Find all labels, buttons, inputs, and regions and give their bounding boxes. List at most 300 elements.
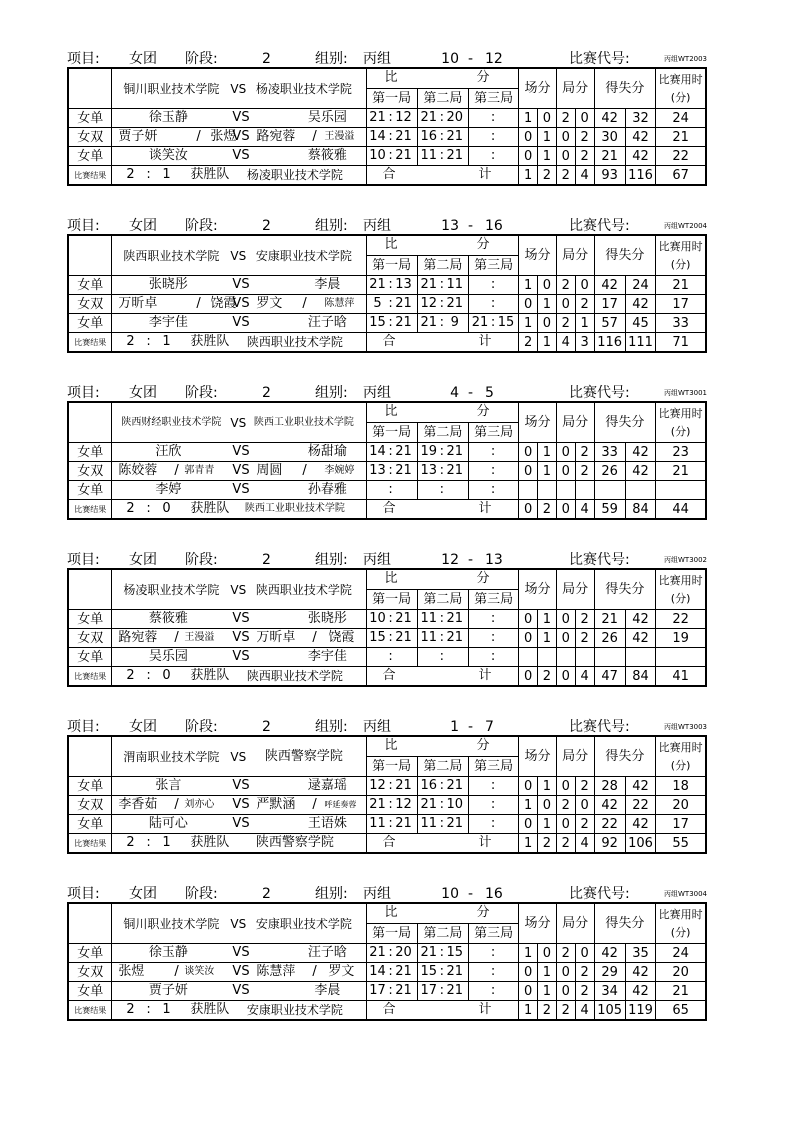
duration: 20 <box>656 963 706 982</box>
result-cell <box>112 500 366 520</box>
event-type: 女单 <box>68 610 112 629</box>
game-score <box>366 610 417 629</box>
player-name: 李香茹 <box>118 797 158 812</box>
match-pt-a: 0 <box>519 128 538 147</box>
total-a: 2 <box>126 668 135 683</box>
game-score <box>417 314 468 333</box>
player-pair <box>112 109 365 127</box>
ji-label: 计 <box>478 167 492 182</box>
game-row <box>68 109 706 128</box>
game-score <box>469 109 519 128</box>
bi-label: 比 <box>384 738 398 753</box>
seed-a: 12 <box>441 552 459 568</box>
total-match-pt-a: 1 <box>519 834 538 854</box>
score-b: 21 <box>446 444 464 459</box>
match-pt-a: 0 <box>519 462 538 481</box>
total-points-b: 106 <box>625 834 655 854</box>
total-games-b: 4 <box>575 667 594 687</box>
score-a: 15 <box>420 964 438 979</box>
seed-b: 13 <box>485 552 503 568</box>
points-b: 42 <box>625 982 655 1001</box>
partner-name: 郭青青 <box>184 465 215 476</box>
game-score <box>366 982 417 1001</box>
total-duration: 41 <box>656 667 706 687</box>
score-b: 21 <box>446 296 464 311</box>
dash: - <box>468 719 474 735</box>
slash: / <box>312 964 317 979</box>
game-row <box>68 147 706 166</box>
match-pt-b: 1 <box>538 982 557 1001</box>
points-a: 30 <box>594 128 625 147</box>
score-header <box>366 402 519 423</box>
he-label: 合 <box>382 668 396 683</box>
match-pt-b <box>538 648 557 667</box>
slash: / <box>312 129 317 144</box>
stage-label: 阶段: <box>185 385 218 401</box>
player-name: 李婷 <box>155 482 182 497</box>
total-label <box>366 834 519 854</box>
score-a: 11 <box>420 816 438 831</box>
match-pt-a <box>519 648 538 667</box>
game-score <box>469 610 519 629</box>
stage-value: 2 <box>262 51 271 67</box>
total-b: 1 <box>162 334 171 349</box>
match-pt-a: 1 <box>519 796 538 815</box>
player-pair <box>112 295 365 313</box>
total-match-pt-a: 0 <box>519 500 538 520</box>
event-type: 女单 <box>68 314 112 333</box>
match-pt-a: 0 <box>519 147 538 166</box>
game-score <box>417 796 468 815</box>
score-b: 9 <box>450 315 459 330</box>
match-pt-a: 1 <box>519 314 538 333</box>
winner-team: 陕西职业技术学院 <box>246 669 343 683</box>
player-name: 周圆 <box>256 463 283 478</box>
player-name: 谈笑汝 <box>148 148 188 163</box>
vs-label: VS <box>232 983 250 998</box>
game-row <box>68 295 706 314</box>
score-colon: : <box>490 797 496 812</box>
vs-label: VS <box>230 81 247 96</box>
score-b: 12 <box>395 797 412 812</box>
bi-label: 比 <box>384 905 398 920</box>
seed-a: 4 <box>450 385 459 401</box>
total-points-a: 92 <box>594 834 625 854</box>
score-colon: : <box>490 778 496 793</box>
time-header-a: 比赛用时 <box>658 740 703 754</box>
result-label: 比赛结果 <box>68 1001 112 1021</box>
match-pt-b: 1 <box>538 815 557 834</box>
player-pair <box>112 629 365 647</box>
fen-label: 分 <box>476 70 490 85</box>
score-a: 5 <box>373 296 382 311</box>
ji-label: 计 <box>478 835 492 850</box>
score-colon: : <box>490 296 496 311</box>
deshifen-header: 得失分 <box>594 68 656 109</box>
game-score <box>417 462 468 481</box>
game-score <box>366 963 417 982</box>
winner-label: 获胜队 <box>190 334 230 349</box>
event-type: 女双 <box>68 963 112 982</box>
event-type: 女双 <box>68 796 112 815</box>
total-match-pt-b: 2 <box>538 667 557 687</box>
players-cell <box>112 147 366 166</box>
game3-header: 第三局 <box>469 757 519 777</box>
score-colon: : <box>439 110 444 125</box>
time-header-a: 比赛用时 <box>658 907 703 921</box>
vs-label: VS <box>232 110 250 125</box>
game-score <box>366 147 417 166</box>
slash: / <box>174 630 179 645</box>
time-header <box>656 68 706 109</box>
partner-name: 饶霞 <box>328 630 355 645</box>
score-a: 12 <box>420 296 438 311</box>
match-pt-a: 0 <box>519 815 538 834</box>
games-b: 2 <box>575 610 594 629</box>
score-colon: : <box>388 444 393 459</box>
points-a: 33 <box>594 443 625 462</box>
match-pt-b: 1 <box>538 629 557 648</box>
score-colon: : <box>388 983 393 998</box>
score-colon: : <box>490 630 496 645</box>
game-row <box>68 610 706 629</box>
games-b: 0 <box>575 109 594 128</box>
match-table <box>67 234 707 353</box>
total-games-b: 4 <box>575 834 594 854</box>
event-type: 女双 <box>68 128 112 147</box>
points-a: 28 <box>594 777 625 796</box>
points-b: 42 <box>625 963 655 982</box>
score-a: 17 <box>420 983 438 998</box>
score-b: 21 <box>395 315 412 330</box>
players-cell <box>112 276 366 295</box>
match-code-label: 比赛代号: <box>569 886 630 902</box>
games-a: 2 <box>556 109 575 128</box>
jufen-header: 局分 <box>556 569 594 610</box>
players-cell <box>112 982 366 1001</box>
games-b: 2 <box>575 128 594 147</box>
partner-name: 呼延奏蓉 <box>324 800 357 809</box>
deshifen-header: 得失分 <box>594 736 656 777</box>
points-b: 24 <box>625 276 655 295</box>
player-name: 贾子妍 <box>118 129 158 144</box>
score-colon: : <box>388 148 393 163</box>
total-match-pt-a: 2 <box>519 333 538 353</box>
dash: - <box>468 218 474 234</box>
players-cell <box>112 944 366 963</box>
match-pt-b: 0 <box>538 276 557 295</box>
players-cell <box>112 128 366 147</box>
stage-value: 2 <box>262 218 271 234</box>
games-a: 0 <box>556 610 575 629</box>
player-pair <box>112 314 365 332</box>
score-colon: : <box>146 1002 151 1017</box>
score-header <box>366 569 519 590</box>
player-name: 吴乐园 <box>148 649 188 664</box>
match-pt-b: 1 <box>538 777 557 796</box>
score-a: 10 <box>369 611 386 626</box>
score-a: 13 <box>420 463 438 478</box>
player-name: 李宇佳 <box>148 315 188 330</box>
total-duration: 71 <box>656 333 706 353</box>
vs-label: VS <box>232 296 250 311</box>
duration: 21 <box>656 276 706 295</box>
score-colon: : <box>490 649 496 664</box>
match-header <box>67 384 707 402</box>
match-code: 丙组WT2003 <box>664 55 708 63</box>
team-a: 铜川职业技术学院 <box>123 81 220 96</box>
player-pair <box>112 276 365 294</box>
player-pair <box>112 815 365 833</box>
blank-cell <box>68 68 112 109</box>
game1-header: 第一局 <box>366 590 417 610</box>
match-code: 丙组WT2004 <box>664 222 708 230</box>
player-name: 万昕卓 <box>256 630 296 645</box>
games-b: 2 <box>575 462 594 481</box>
points-a <box>594 648 625 667</box>
game-score <box>417 109 468 128</box>
score-colon: : <box>388 797 393 812</box>
points-a: 34 <box>594 982 625 1001</box>
total-games-b: 4 <box>575 166 594 186</box>
game-row <box>68 314 706 333</box>
vs-label: VS <box>232 816 250 831</box>
player-name: 张言 <box>155 778 182 793</box>
player-pair <box>112 610 365 628</box>
game-score <box>417 648 468 667</box>
match-pt-b: 1 <box>538 963 557 982</box>
time-header <box>656 569 706 610</box>
stage-value: 2 <box>262 719 271 735</box>
score-a: 21 <box>420 277 438 292</box>
total-points-a: 105 <box>594 1001 625 1021</box>
match-pt-a: 0 <box>519 982 538 1001</box>
player-name: 张晓彤 <box>307 611 347 626</box>
game-score <box>469 629 519 648</box>
match-pt-b: 1 <box>538 128 557 147</box>
jufen-header: 局分 <box>556 736 594 777</box>
total-games-a: 4 <box>556 333 575 353</box>
score-colon: : <box>388 816 393 831</box>
score-colon: : <box>490 444 496 459</box>
team-a: 渭南职业技术学院 <box>123 749 220 764</box>
vs-label: VS <box>230 582 247 597</box>
score-b: 21 <box>395 630 412 645</box>
players-cell <box>112 295 366 314</box>
group-label: 组别: <box>315 719 348 735</box>
score-b: 21 <box>395 129 412 144</box>
points-a: 57 <box>594 314 625 333</box>
score-b: 21 <box>446 611 464 626</box>
match-pt-a: 0 <box>519 295 538 314</box>
score-colon: : <box>490 983 496 998</box>
game-score <box>417 629 468 648</box>
seed-b: 7 <box>485 719 494 735</box>
points-b: 42 <box>625 629 655 648</box>
result-row <box>68 333 706 353</box>
project-label: 项目: <box>67 552 100 568</box>
points-a: 26 <box>594 462 625 481</box>
time-header-b: (分) <box>670 758 691 772</box>
score-colon: : <box>388 482 393 497</box>
score-colon: : <box>439 611 444 626</box>
games-b <box>575 648 594 667</box>
match-table <box>67 735 707 854</box>
score-b: 21 <box>446 816 464 831</box>
game-row <box>68 777 706 796</box>
player-name: 徐玉静 <box>148 110 188 125</box>
score-colon: : <box>146 668 151 683</box>
game-score <box>469 944 519 963</box>
player-name: 陆可心 <box>148 816 188 831</box>
teams-cell <box>112 736 366 777</box>
score-colon: : <box>490 277 496 292</box>
player-name: 张煜 <box>118 964 145 979</box>
changfen-header: 场分 <box>519 402 557 443</box>
player-name: 杨甜瑜 <box>307 444 347 459</box>
winner-team: 陕西工业职业技术学院 <box>244 503 345 514</box>
event-type: 女双 <box>68 295 112 314</box>
player-name: 逯嘉瑶 <box>307 778 347 793</box>
duration: 24 <box>656 109 706 128</box>
score-colon: : <box>388 945 393 960</box>
games-b: 2 <box>575 982 594 1001</box>
score-a: 10 <box>369 148 386 163</box>
team-b: 陕西职业技术学院 <box>255 582 352 597</box>
points-a: 17 <box>594 295 625 314</box>
game-score <box>469 481 519 500</box>
score-b: 21 <box>395 983 412 998</box>
score-colon: : <box>146 501 151 516</box>
game-row <box>68 944 706 963</box>
total-points-a: 116 <box>594 333 625 353</box>
score-a: 15 <box>369 630 386 645</box>
stage-value: 2 <box>262 552 271 568</box>
player-pair <box>112 648 365 666</box>
score-a: 21 <box>420 315 438 330</box>
stage-label: 阶段: <box>185 886 218 902</box>
partner-name: 王漫溢 <box>184 632 215 643</box>
player-name: 李晨 <box>314 983 341 998</box>
match-pt-a <box>519 481 538 500</box>
winner-team: 陕西警察学院 <box>255 835 334 850</box>
player-name: 李宇佳 <box>307 649 347 664</box>
result-row <box>68 500 706 520</box>
match-header <box>67 217 707 235</box>
player-name: 王语姝 <box>307 816 347 831</box>
games-a: 0 <box>556 963 575 982</box>
player-name: 汪子晗 <box>307 315 347 330</box>
result-row <box>68 834 706 854</box>
team-a: 铜川职业技术学院 <box>123 916 220 931</box>
event-type: 女单 <box>68 109 112 128</box>
match-header <box>67 885 707 903</box>
vs-label: VS <box>232 148 250 163</box>
project-label: 项目: <box>67 218 100 234</box>
score-colon: : <box>439 983 444 998</box>
match-pt-b: 1 <box>538 443 557 462</box>
game-score <box>417 610 468 629</box>
duration: 21 <box>656 128 706 147</box>
stage-label: 阶段: <box>185 51 218 67</box>
score-header <box>366 68 519 89</box>
game-row <box>68 815 706 834</box>
blank-cell <box>68 569 112 610</box>
score-b: 15 <box>497 315 515 330</box>
score-b: 21 <box>395 463 412 478</box>
score-colon: : <box>490 129 496 144</box>
score-a: 14 <box>369 964 386 979</box>
game-row <box>68 982 706 1001</box>
vs-label: VS <box>232 797 250 812</box>
changfen-header: 场分 <box>519 235 557 276</box>
points-b: 32 <box>625 109 655 128</box>
points-b: 45 <box>625 314 655 333</box>
duration: 23 <box>656 443 706 462</box>
fen-label: 分 <box>476 404 490 419</box>
score-a: 13 <box>369 463 386 478</box>
total-points-a: 93 <box>594 166 625 186</box>
score-b: 21 <box>395 964 412 979</box>
stage-label: 阶段: <box>185 218 218 234</box>
game-score <box>366 109 417 128</box>
total-a: 2 <box>126 167 135 182</box>
score-colon: : <box>439 463 444 478</box>
partner-name: 李婉婷 <box>324 465 355 476</box>
teams-cell <box>112 569 366 610</box>
match-pt-b: 0 <box>538 944 557 963</box>
score-a: 14 <box>369 129 386 144</box>
result-row <box>68 166 706 186</box>
game2-header: 第二局 <box>417 256 468 276</box>
game-score <box>366 796 417 815</box>
game-score <box>366 944 417 963</box>
ji-label: 计 <box>478 668 492 683</box>
game2-header: 第二局 <box>417 89 468 109</box>
game-score <box>469 295 519 314</box>
points-b: 42 <box>625 610 655 629</box>
blank-cell <box>68 736 112 777</box>
player-pair <box>112 963 365 981</box>
bi-label: 比 <box>384 404 398 419</box>
score-b: 21 <box>446 129 464 144</box>
result-cell <box>112 333 366 353</box>
game-score <box>469 796 519 815</box>
event-type: 女单 <box>68 147 112 166</box>
total-duration: 65 <box>656 1001 706 1021</box>
match-pt-a: 0 <box>519 610 538 629</box>
game3-header: 第三局 <box>469 256 519 276</box>
stage-value: 2 <box>262 385 271 401</box>
points-b: 42 <box>625 128 655 147</box>
score-a: 16 <box>420 129 438 144</box>
result-cell <box>112 166 366 186</box>
group-value: 丙组 <box>363 719 391 735</box>
score-b: 21 <box>395 148 412 163</box>
time-header-a: 比赛用时 <box>658 239 703 253</box>
player-pair <box>112 481 365 499</box>
partner-name: 陈慧萍 <box>324 298 355 309</box>
total-label <box>366 333 519 353</box>
points-a <box>594 481 625 500</box>
score-a: 21 <box>420 797 438 812</box>
game-score <box>417 777 468 796</box>
games-a: 2 <box>556 276 575 295</box>
bi-label: 比 <box>384 70 398 85</box>
game-row <box>68 629 706 648</box>
game-score <box>366 777 417 796</box>
game2-header: 第二局 <box>417 924 468 944</box>
